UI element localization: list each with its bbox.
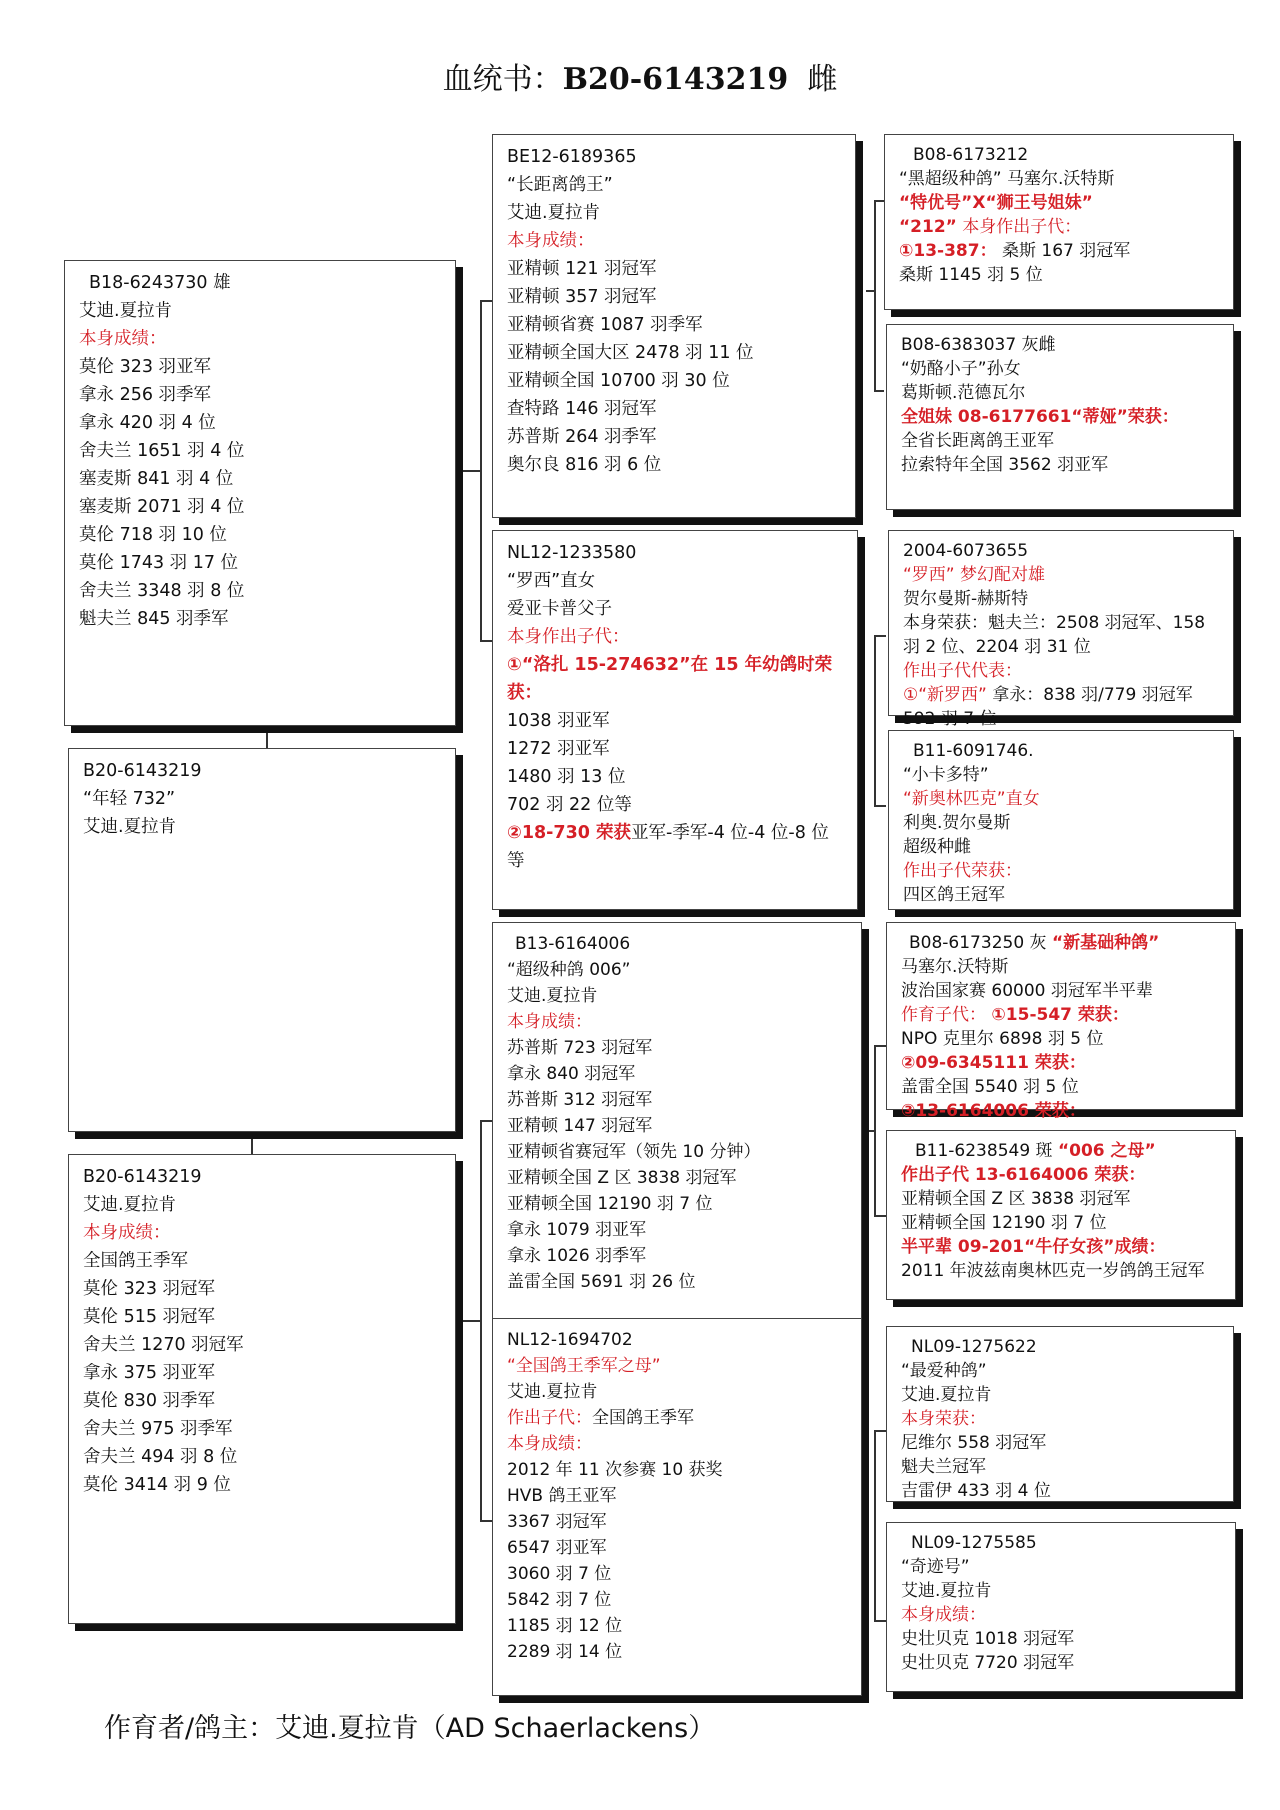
ring-number: B11-6238549 斑 (915, 1141, 1053, 1161)
dds-box (886, 1326, 1234, 1502)
owner: 葛斯顿.范德瓦尔 (901, 383, 1026, 403)
result-line: 莫伦 1743 羽 17 位 (79, 553, 239, 573)
offspring-highlight: ①“新罗西” (903, 685, 987, 705)
title-sex: 雌 (807, 62, 838, 97)
dam-box (68, 1154, 456, 1624)
pigeon-name: “年轻 732” (83, 789, 176, 809)
connector-line (480, 300, 492, 302)
result-line: 拿永 375 羽亚军 (83, 1363, 216, 1383)
result-line: 亚精顿全国 Z 区 3838 羽冠军 (507, 1168, 737, 1188)
section-heading: 作出子代： (507, 1408, 592, 1428)
parentage: “特优号”X“狮王号姐妹” (899, 193, 1093, 213)
result-line: 3367 羽冠军 (507, 1512, 607, 1532)
result-line: 1185 羽 12 位 (507, 1616, 623, 1636)
result-line: 1038 羽亚军 (507, 711, 610, 731)
sds-box (888, 530, 1234, 729)
sss-box (884, 134, 1234, 310)
sire-box (64, 260, 456, 726)
result-line: 5842 羽 7 位 (507, 1590, 612, 1610)
pigeon-name: “最爱种鸽” (901, 1361, 987, 1381)
connector-line (874, 1620, 886, 1622)
result-line: 尼维尔 558 羽冠军 (901, 1433, 1047, 1453)
result-line: 亚精顿全国 12190 羽 7 位 (901, 1213, 1107, 1233)
connector-line (866, 1130, 876, 1132)
ring-number: NL12-1233580 (507, 543, 637, 563)
pigeon-name: “罗西”直女 (507, 571, 596, 591)
result-line: 桑斯 1145 羽 5 位 (899, 265, 1043, 285)
connector-line (480, 1520, 492, 1522)
connector-line (874, 635, 886, 637)
offspring-highlight: ①“洛扎 15-274632”在 15 年幼鸽时荣获： (507, 655, 833, 703)
ring-number: B20-6143219 (83, 761, 202, 781)
section-heading: 本身作出子代： (507, 627, 630, 647)
result-line: 舍夫兰 494 羽 8 位 (83, 1447, 238, 1467)
result-line: 魁夫兰 845 羽季军 (79, 609, 229, 629)
result-line: 全省长距离鸽王亚军 (901, 431, 1054, 451)
result-line: 亚精顿全国大区 2478 羽 11 位 (507, 343, 754, 363)
result-line: 3060 羽 7 位 (507, 1564, 612, 1584)
result-line: 亚精顿全国 12190 羽 7 位 (507, 1194, 713, 1214)
pigeon-name: “新基础种鸽” (1051, 933, 1160, 953)
connector-line (874, 1045, 886, 1047)
owner: 艾迪.夏拉肯 (83, 1195, 177, 1215)
connector-line (480, 300, 482, 640)
connector-line (874, 1430, 886, 1432)
ssd-box (886, 324, 1234, 510)
ring-number: B08-6383037 灰雌 (901, 335, 1056, 355)
result-line: 亚精顿省赛冠军（领先 10 分钟） (507, 1142, 761, 1162)
result-line: 舍夫兰 1651 羽 4 位 (79, 441, 245, 461)
owner: 利奥.贺尔曼斯 (903, 813, 1011, 833)
result-line: 亚精顿 121 羽冠军 (507, 259, 657, 279)
result-line: 苏普斯 312 羽冠军 (507, 1090, 653, 1110)
result-line: 2289 羽 14 位 (507, 1642, 623, 1662)
result-line: 舍夫兰 1270 羽冠军 (83, 1335, 244, 1355)
section-heading: 本身成绩： (901, 1605, 986, 1625)
pigeon-name: “奇迹号” (901, 1557, 970, 1577)
result-line: 拿永：838 羽/779 羽冠军 592 羽 7 位 (903, 685, 1193, 729)
sire-sire-box (492, 134, 856, 518)
sdd-box (888, 730, 1234, 910)
sibling-highlight: 全姐妹 08-6177661“蒂娅”荣获： (901, 407, 1179, 427)
connector-line (480, 640, 492, 642)
result-line: 拿永 1026 羽季军 (507, 1246, 647, 1266)
offspring-highlight: ②09-6345111 荣获： (901, 1053, 1086, 1073)
connector-line (480, 1120, 492, 1122)
result-line: 盖雷全国 5540 羽 5 位 (901, 1077, 1079, 1097)
ring-number: B13-6164006 (515, 934, 631, 954)
owner: 艾迪.夏拉肯 (507, 1382, 598, 1402)
pigeon-tag: “212” (899, 217, 957, 237)
result-line: HVB 鸽王亚军 (507, 1486, 617, 1506)
connector-line (874, 1215, 886, 1217)
result-line: 塞麦斯 841 羽 4 位 (79, 469, 234, 489)
offspring-highlight: 作出子代 13-6164006 荣获： (901, 1165, 1146, 1185)
connector-line (874, 1430, 876, 1620)
ring-number: B08-6173212 (913, 145, 1029, 165)
result-line: 拿永 256 羽季军 (79, 385, 212, 405)
result-line: 盖雷全国 5691 羽 26 位 (507, 1272, 696, 1292)
result-line: 舍夫兰 975 羽季军 (83, 1419, 233, 1439)
owner: 爱亚卡普父子 (507, 599, 612, 619)
ring-number: 2004-6073655 (903, 541, 1029, 561)
result-line: 苏普斯 723 羽冠军 (507, 1038, 653, 1058)
result-line: 莫伦 3414 羽 9 位 (83, 1475, 231, 1495)
ring-number: B20-6143219 (83, 1167, 202, 1187)
result-line: 查特路 146 羽冠军 (507, 399, 657, 419)
result-line: 莫伦 323 羽亚军 (79, 357, 212, 377)
dam-sire-box (492, 922, 862, 1334)
result-line: 2011 年波兹南奥林匹克一岁鸽鸽王冠军 (901, 1261, 1205, 1281)
connector-line (456, 1320, 482, 1322)
title-label: 血统书： (442, 62, 563, 97)
dss-box (886, 922, 1236, 1121)
section-heading: 本身荣获： (901, 1409, 986, 1429)
result-line: 702 羽 22 位等 (507, 795, 632, 815)
section-heading: 作出子代荣获： (903, 861, 1022, 881)
result-line: 塞麦斯 2071 羽 4 位 (79, 497, 245, 517)
section-heading: 本身成绩： (507, 1012, 592, 1032)
result-line: 全国鸽王季军 (592, 1408, 694, 1428)
dam-dam-box (492, 1318, 862, 1696)
result-line: 吉雷伊 433 羽 4 位 (901, 1481, 1051, 1501)
breeder-footer: 作育者/鸽主：艾迪.夏拉肯（AD Schaerlackens） (104, 1713, 716, 1744)
connector-line (874, 200, 876, 390)
section-heading: 本身成绩： (507, 231, 595, 251)
result-line: 亚精顿全国 Z 区 3838 羽冠军 (901, 1189, 1131, 1209)
connector-line (480, 1120, 482, 1520)
connector-line (874, 390, 884, 392)
owner: 艾迪.夏拉肯 (507, 986, 598, 1006)
ring-number: NL09-1275622 (911, 1337, 1037, 1357)
ring-number: NL12-1694702 (507, 1330, 633, 1350)
parentage: “新奥林匹克”直女 (903, 789, 1040, 809)
section-heading: 作出子代代表： (903, 661, 1022, 681)
owner: 贺尔曼斯-赫斯特 (903, 589, 1029, 609)
ring-number: B08-6173250 灰 (909, 933, 1047, 953)
result-line: 亚精顿 357 羽冠军 (507, 287, 657, 307)
result-line: 史壮贝克 1018 羽冠军 (901, 1629, 1075, 1649)
owner: 艾迪.夏拉肯 (901, 1385, 992, 1405)
result-line: 1272 羽亚军 (507, 739, 610, 759)
result-line: 亚精顿省赛 1087 羽季军 (507, 315, 703, 335)
title-ring-number: B20-6143219 (562, 62, 789, 97)
result-line: 莫伦 323 羽冠军 (83, 1279, 216, 1299)
connector-line (251, 1132, 253, 1154)
result-line: 奥尔良 816 羽 6 位 (507, 455, 662, 475)
section-heading: 本身成绩： (79, 329, 167, 349)
section-heading: 本身作出子代： (962, 217, 1082, 237)
ring-number: BE12-6189365 (507, 147, 637, 167)
result-line: 1480 羽 13 位 (507, 767, 626, 787)
result-line: 莫伦 515 羽冠军 (83, 1307, 216, 1327)
result-line: 舍夫兰 3348 羽 8 位 (79, 581, 245, 601)
section-heading: 本身成绩： (507, 1434, 592, 1454)
owner: 艾迪.夏拉肯 (79, 301, 173, 321)
section-heading: 作育子代： (901, 1005, 986, 1025)
pigeon-name: “全国鸽王季军之母” (507, 1356, 661, 1376)
pigeon-name: “小卡多特” (903, 765, 989, 785)
pigeon-name: “006 之母” (1057, 1141, 1156, 1161)
result-line: 2012 年 11 次参赛 10 获奖 (507, 1460, 723, 1480)
result-line: 拿永 840 羽冠军 (507, 1064, 636, 1084)
owner: 艾迪.夏拉肯 (901, 1581, 992, 1601)
owner: 马塞尔.沃特斯 (901, 957, 1009, 977)
section-heading: 本身成绩： (83, 1223, 171, 1243)
owner: 艾迪.夏拉肯 (507, 203, 601, 223)
offspring-highlight: ①15-547 荣获： (991, 1005, 1129, 1025)
ring-number: B11-6091746. (913, 741, 1034, 761)
result-line: 魁夫兰冠军 (901, 1457, 986, 1477)
pigeon-name: “罗西” 梦幻配对雄 (903, 565, 1046, 585)
result-line: 桑斯 167 羽冠军 (1002, 241, 1131, 261)
result-line: 史壮贝克 7720 羽冠军 (901, 1653, 1075, 1673)
connector-line (266, 726, 268, 748)
pigeon-name: “长距离鸽王” (507, 175, 613, 195)
ddd-box (886, 1522, 1236, 1692)
ring-number: B18-6243730 雄 (89, 273, 231, 293)
result-line: NPO 克里尔 6898 羽 5 位 (901, 1029, 1104, 1049)
result-line: 全国鸽王季军 (83, 1251, 188, 1271)
offspring-highlight: ③13-6164006 荣获： (901, 1101, 1086, 1121)
result-line: 拉索特年全国 3562 羽亚军 (901, 455, 1109, 475)
pigeon-name: “超级种鸽 006” (507, 960, 631, 980)
ring-number: NL09-1275585 (911, 1533, 1037, 1553)
connector-line (456, 470, 482, 472)
result-line: 拿永 1079 羽亚军 (507, 1220, 647, 1240)
pigeon-name: “奶酪小子”孙女 (901, 359, 1021, 379)
sibling-highlight: 半平辈 09-201“牛仔女孩”成绩： (901, 1237, 1166, 1257)
connector-line (874, 805, 886, 807)
result-line: 亚军-季军-4 位-4 位-8 位等 (507, 823, 829, 871)
result-line: 苏普斯 264 羽季军 (507, 427, 657, 447)
pigeon-name: “黑超级种鸽” 马塞尔.沃特斯 (899, 169, 1115, 189)
result-line: 亚精顿全国 10700 羽 30 位 (507, 371, 730, 391)
result-line: 超级种雌 (903, 837, 971, 857)
page-title (0, 54, 1280, 98)
result-line: 6547 羽亚军 (507, 1538, 607, 1558)
owner: 艾迪.夏拉肯 (83, 817, 177, 837)
subject-box (68, 748, 456, 1132)
offspring-highlight: ②18-730 荣获 (507, 823, 632, 843)
result-line: 亚精顿 147 羽冠军 (507, 1116, 653, 1136)
result-line: 波治国家赛 60000 羽冠军半平辈 (901, 981, 1153, 1001)
result-line: 拿永 420 羽 4 位 (79, 413, 216, 433)
result-line: 莫伦 718 羽 10 位 (79, 525, 227, 545)
result-line: 莫伦 830 羽季军 (83, 1391, 216, 1411)
connector-line (874, 200, 884, 202)
result-line: 本身荣获：魁夫兰：2508 羽冠军、158 羽 2 位、2204 羽 31 位 (903, 613, 1206, 657)
sire-dam-box (492, 530, 858, 910)
dsd-box (886, 1130, 1236, 1300)
offspring-highlight: ①13-387： (899, 241, 997, 261)
connector-line (874, 635, 876, 805)
result-line: 四区鸽王冠军 (903, 885, 1005, 905)
